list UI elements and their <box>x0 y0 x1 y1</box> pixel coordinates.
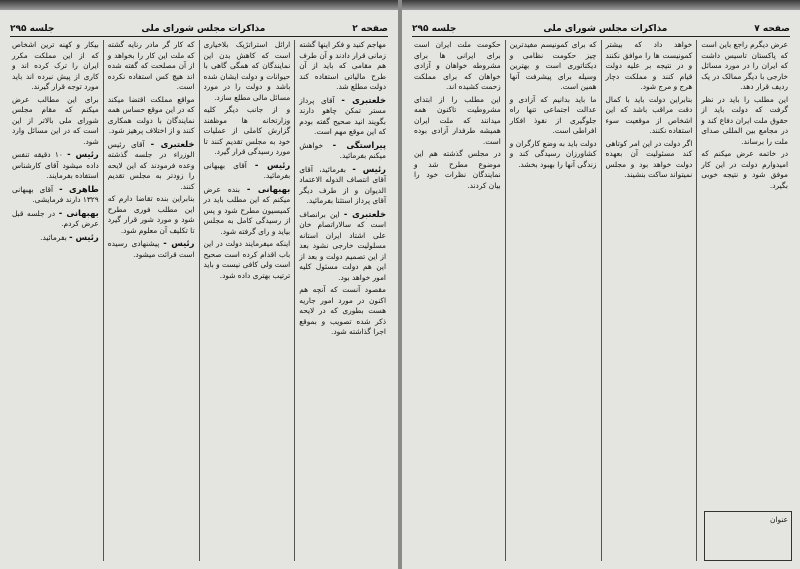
text-column <box>601 40 697 561</box>
paragraph <box>510 95 597 137</box>
paragraph-text: این برانصاف است که سالاراتصام خان علی اشتاد ایران استانه مسلولیت خارجی نشود بعد از این تصمیم دولت و بعد از این هم دولت مسئول کلیه امور خواهد بود. <box>299 209 386 282</box>
paragraph-text: برای این مطالب عرض میکنم که مقام مجلس شورای ملی بالاتر از این است که در این مسائل وارد شود. <box>12 94 99 146</box>
paragraph-text: خواهش میکنم بفرمائید. <box>299 140 386 160</box>
speaker-name: رئیس - <box>163 238 195 248</box>
paragraph-text: که کار گر مادر رنایه گشته که ملت این کار را بخواهد و از آن مصلحت که گفته شده اند هیچ کس استفاده نکرده است. <box>107 40 195 91</box>
speaker-name: رئیس - <box>69 231 99 242</box>
speaker-name: خلعتبری - <box>343 208 386 219</box>
speaker-name: رئیس - <box>254 159 291 170</box>
paragraph <box>108 139 195 193</box>
paragraph-text: آقای بهبهانی ۱۳۲۹ دارند فرمایشی. <box>12 184 99 204</box>
paragraph <box>12 95 99 148</box>
left-page-header <box>10 22 388 37</box>
paragraph-text: مقصود آنست که آنچه هم اکنون در مورد امور جاریه هست بطوری که در لایحه ذکر شده تصویب و بموقع اجرا گذاشته شود. <box>299 285 386 336</box>
paragraph-text: بفرمائید. <box>40 232 67 242</box>
paragraph-text: بفرمائید، آقای آقای انتصاف الدوله الاعتماد الدیوان و از طرف دیگر آقای پرداز استثنا بفرمائید. <box>299 164 386 205</box>
paragraph-text: آقای بهبهانی بفرمائید. <box>203 160 291 180</box>
publication-title: مذاکرات مجلس شورای ملی <box>141 24 266 34</box>
paragraph <box>12 184 99 206</box>
paragraph <box>299 164 386 207</box>
paragraph-text: ۱۰ دقیقه تنفس داده میشود آقای کارشناس استفاده بفرمایند. <box>12 150 99 180</box>
text-column <box>696 40 792 561</box>
paragraph <box>299 209 386 284</box>
paragraph <box>299 285 386 338</box>
publication-title: مذاکرات مجلس شورای ملی <box>543 24 668 34</box>
paragraph-text: پیشنهادی رسیده است قرائت میشود. <box>107 239 195 259</box>
text-column <box>505 40 601 561</box>
text-column <box>410 40 505 561</box>
paragraph-text: ارائل استراتژیک بلاخیاری است که کاهش بدن این نمایندگان که همگی گاهی با حیوانات و دولت ایشان شده باشد و دولت را در مورد مسائل مالی مطلع سازد. <box>203 40 291 102</box>
paragraph <box>510 40 597 93</box>
paragraph <box>12 149 99 182</box>
paragraph <box>606 95 693 137</box>
paragraph <box>12 208 99 230</box>
paragraph-text: بنابراین بنده تقاضا دارم که این مطلب فوری مطرح شود و مورد شور قرار گیرد تا تکلیف آن معلوم شود. <box>107 194 195 235</box>
paragraph-text: مهاجم کنید و فکر اینها گشته زمانی قرار دادند و آن طرف هم مقامی که باید از آن طرح مالیاتی استفاده کند دولت مطلع شد. <box>299 40 386 91</box>
text-column <box>294 40 390 561</box>
paragraph-text: آقای پرداز مستر تمکن چاهو دارند بگویند انید صحیح گفته بودم که این موقع مهم است. <box>299 95 386 136</box>
paragraph <box>299 140 386 162</box>
paragraph <box>204 105 291 158</box>
paragraph-text: دولت باید به وضع کارگران و کشاورزان رسیدگی کند و زندگی آنها را بهبود بخشد. <box>509 138 597 169</box>
paragraph <box>510 139 597 171</box>
paragraph <box>606 139 693 181</box>
paragraph-text: آقای رئیس الوزراء در جلسه گذشته وعده فرمودند که این لایحه را زودتر به مجلس تقدیم کنند. <box>107 139 195 191</box>
speaker-name: طاهری - <box>59 183 99 194</box>
paragraph-text: ما باید بدانیم که آزادی و عدالت اجتماعی تنها راه جلوگیری از نفوذ افکار افراطی است. <box>509 94 597 135</box>
boxed-note: عنوان <box>704 511 792 561</box>
speaker-name: رئیس - <box>67 149 99 159</box>
speaker-name: پیراستگی - <box>332 139 386 150</box>
paragraph-text: این مطلب را باید در نظر گرفت که دولت باید از حقوق ملت ایران دفاع کند و در مجامع بین المللی صدای ملت را برساند. <box>701 94 788 146</box>
paragraph <box>204 184 291 238</box>
paragraph-text: بنابراین دولت باید با کمال دقت مراقب باشد که این اشخاص از موقعیت سوء استفاده نکنند. <box>605 94 693 135</box>
paragraph <box>12 232 99 244</box>
paragraph <box>12 40 99 93</box>
paragraph <box>606 40 693 93</box>
right-page-header <box>412 22 790 37</box>
paragraph-text: عرض دیگرم راجع باین است که پاکستان تاسیس داشت که ایران را در مورد مسائل خارجی با دیگر ممالک در یک ردیف قرار دهد. <box>701 40 788 91</box>
paragraph <box>701 95 788 148</box>
paragraph-text: بیکار و کهنه ترین اشخاص که از این مملکت مکرر ایران را ترک کرده اند و کاری از پیش نبرده اند باید مورد توجه قرار گیرند. <box>12 40 99 91</box>
speaker-name: رئیس - <box>352 163 386 174</box>
text-column <box>8 40 103 561</box>
paragraph-text: اگر دولت در این امر کوتاهی کند مسئولیت آن بعهده دولت خواهد بود و مجلس نمیتواند ساکت بنشیند. <box>605 138 693 179</box>
paragraph <box>414 149 501 191</box>
paragraph-text: در جلسه قبل عرض کردم. <box>12 208 99 228</box>
paragraph <box>299 40 386 93</box>
paragraph-text: در خاتمه عرض میکنم که امیدوارم دولت در این کار موفق شود و نتیجه خوبی بگیرد. <box>701 149 788 190</box>
paragraph-text: و از جانب دیگر کلیه وزارتخانه ها موظفند گزارش کاملی از عملیات خود به مجلس تقدیم کنند تا مورد رسیدگی قرار گیرد. <box>203 105 291 156</box>
paragraph-text: اینکه میفرمایند دولت در این باب اقدام کرده است صحیح است ولی کافی نیست و باید ترتیب بهتری داده شود. <box>203 239 291 280</box>
page-number: صفحه ۷ <box>754 24 790 34</box>
paragraph-text: که برای کمونیسم مفیدترین چیز حکومت نظامی و دیکتاتوری است و بهترین وسیله برای پیشرفت آنها همین است. <box>509 40 597 91</box>
paragraph <box>108 194 195 236</box>
paragraph-text: خواهد داد که بیشتر کمونیست ها را موافق نکنند و در نتیجه بر علیه دولت قیام کنند و مملکت دچار هرج و مرج شود. <box>605 40 693 91</box>
text-column <box>103 40 199 561</box>
paragraph-text: در مجلس گذشته هم این موضوع مطرح شد و نمایندگان نظرات خود را بیان کردند. <box>414 149 501 190</box>
session-number: جلسه ۲۹۵ <box>10 24 55 34</box>
session-number: جلسه ۲۹۵ <box>412 24 457 34</box>
left-page-columns <box>8 40 390 561</box>
speaker-name: بهبهانی - <box>246 183 291 194</box>
paragraph-text: حکومت ملت ایران است برای ایرانی ها برای مشروطه خواهان و آزادی خواهان که برای مملکت زحمت کشیده اند. <box>414 40 501 91</box>
paragraph <box>701 40 788 93</box>
paragraph <box>414 40 501 93</box>
left-page <box>0 10 398 569</box>
paragraph <box>204 160 291 182</box>
speaker-name: خلعتبری - <box>341 94 386 105</box>
paragraph <box>108 238 195 260</box>
speaker-name: بهبهانی - <box>58 207 99 218</box>
paragraph <box>204 40 291 103</box>
speaker-name: خلعتبری - <box>150 138 195 149</box>
paragraph-text: این مطلب را از ابتدای مشروطیت تاکنون همه میدانند که ملت ایران همیشه طرفدار آزادی بوده است. <box>414 94 501 146</box>
right-page-columns <box>410 40 792 561</box>
paragraph <box>701 149 788 191</box>
page-number: صفحه ۲ <box>352 24 388 34</box>
paragraph-text: بنده عرض میکنم که این مطلب باید در کمیسیون مطرح شود و پس از رسیدگی کامل به مجلس بیاید و رای گرفته شود. <box>203 184 291 236</box>
paragraph <box>108 40 195 93</box>
text-column <box>199 40 295 561</box>
paragraph <box>414 95 501 148</box>
paragraph <box>299 95 386 138</box>
paragraph <box>204 239 291 281</box>
paragraph <box>108 95 195 137</box>
paragraph-text: مواقع مملکت اقتضا میکند که در این موقع حساس همه نمایندگان با دولت همکاری کنند و از اختلاف پرهیز شود. <box>107 94 195 135</box>
right-page <box>402 10 800 569</box>
